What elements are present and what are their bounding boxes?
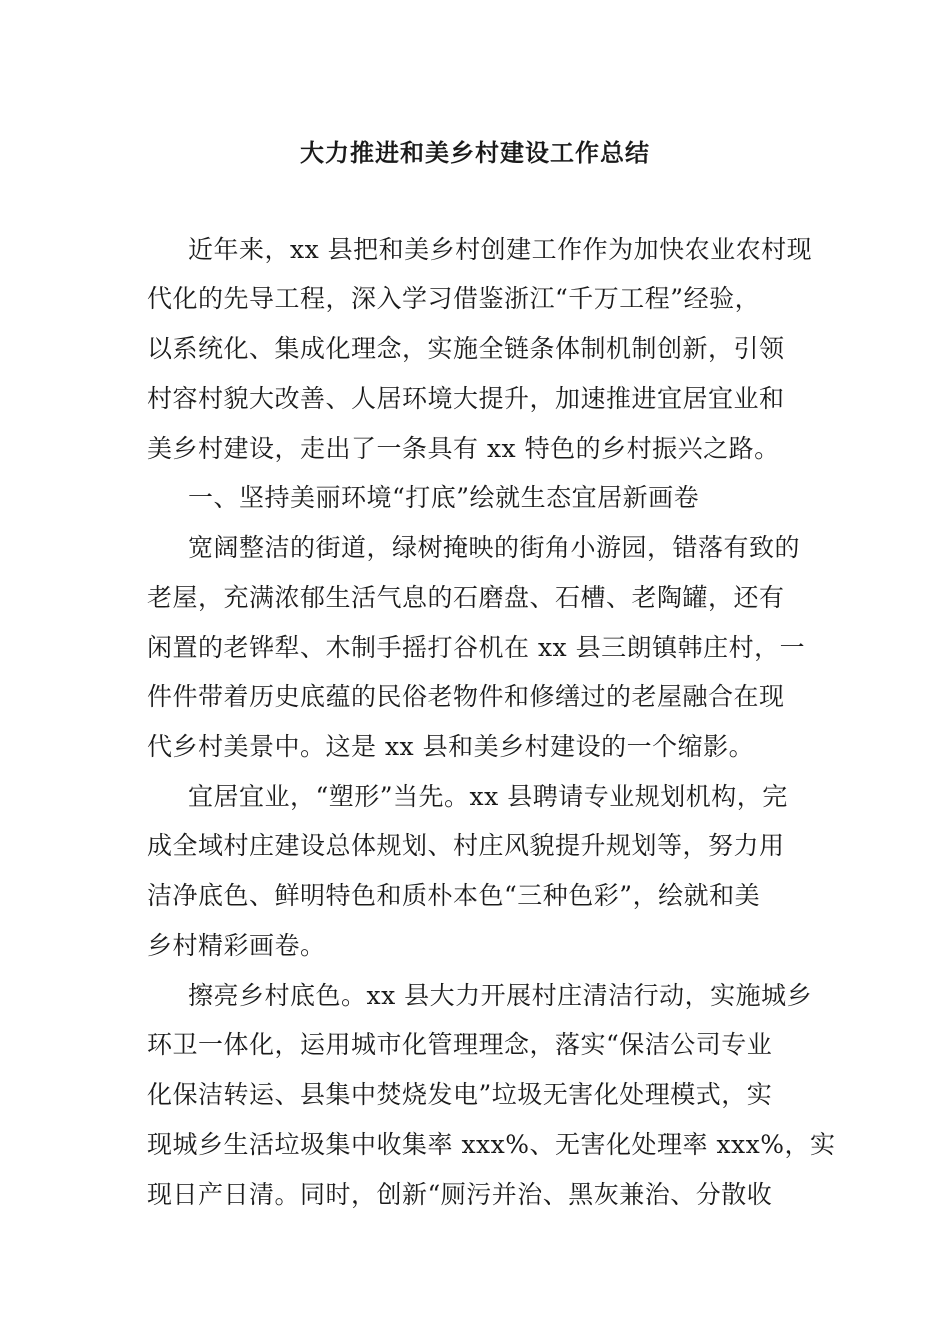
text-line: 以系统化、集成化理念，实施全链条体制机制创新，引领: [147, 334, 785, 363]
text-line: 现日产日清。同时，创新“厕污并治、黑灰兼治、分散收: [147, 1180, 773, 1209]
text-line: 现城乡生活垃圾集中收集率 xxx%、无害化处理率 xxx%，实: [147, 1130, 836, 1159]
text-line: 闲置的老铧犁、木制手摇打谷机在 xx 县三朗镇韩庄村，一: [147, 633, 806, 662]
text-line: 美乡村建设，走出了一条具有 xx 特色的乡村振兴之路。: [147, 434, 780, 463]
section-heading: 一、坚持美丽环境“打底”绘就生态宜居新画卷: [188, 483, 700, 512]
text-line: 乡村精彩画卷。: [147, 931, 326, 960]
text-line: 代化的先导工程，深入学习借鉴浙江“千万工程”经验，: [147, 284, 761, 313]
text-line: 老屋，充满浓郁生活气息的石磨盘、石槽、老陶罐，还有: [147, 583, 785, 612]
text-line: 近年来，xx 县把和美乡村创建工作作为加快农业农村现: [188, 235, 813, 264]
text-line: 化保洁转运、县集中焚烧发电”垃圾无害化处理模式，实: [147, 1080, 773, 1109]
document-title: 大力推进和美乡村建设工作总结: [300, 138, 650, 167]
text-line: 件件带着历史底蕴的民俗老物件和修缮过的老屋融合在现: [147, 682, 785, 711]
text-line: 宽阔整洁的街道，绿树掩映的街角小游园，错落有致的: [188, 533, 801, 562]
text-line: 成全域村庄建设总体规划、村庄风貌提升规划等，努力用: [147, 831, 785, 860]
text-line: 代乡村美景中。这是 xx 县和美乡村建设的一个缩影。: [147, 732, 755, 761]
text-line: 擦亮乡村底色。xx 县大力开展村庄清洁行动，实施城乡: [188, 981, 813, 1010]
text-line: 洁净底色、鲜明特色和质朴本色“三种色彩”，绘就和美: [147, 881, 761, 910]
text-line: 宜居宜业，“塑形”当先。xx 县聘请专业规划机构，完: [188, 782, 788, 811]
text-line: 村容村貌大改善、人居环境大提升，加速推进宜居宜业和: [147, 384, 785, 413]
text-line: 环卫一体化，运用城市化管理理念，落实“保洁公司专业: [147, 1030, 773, 1059]
